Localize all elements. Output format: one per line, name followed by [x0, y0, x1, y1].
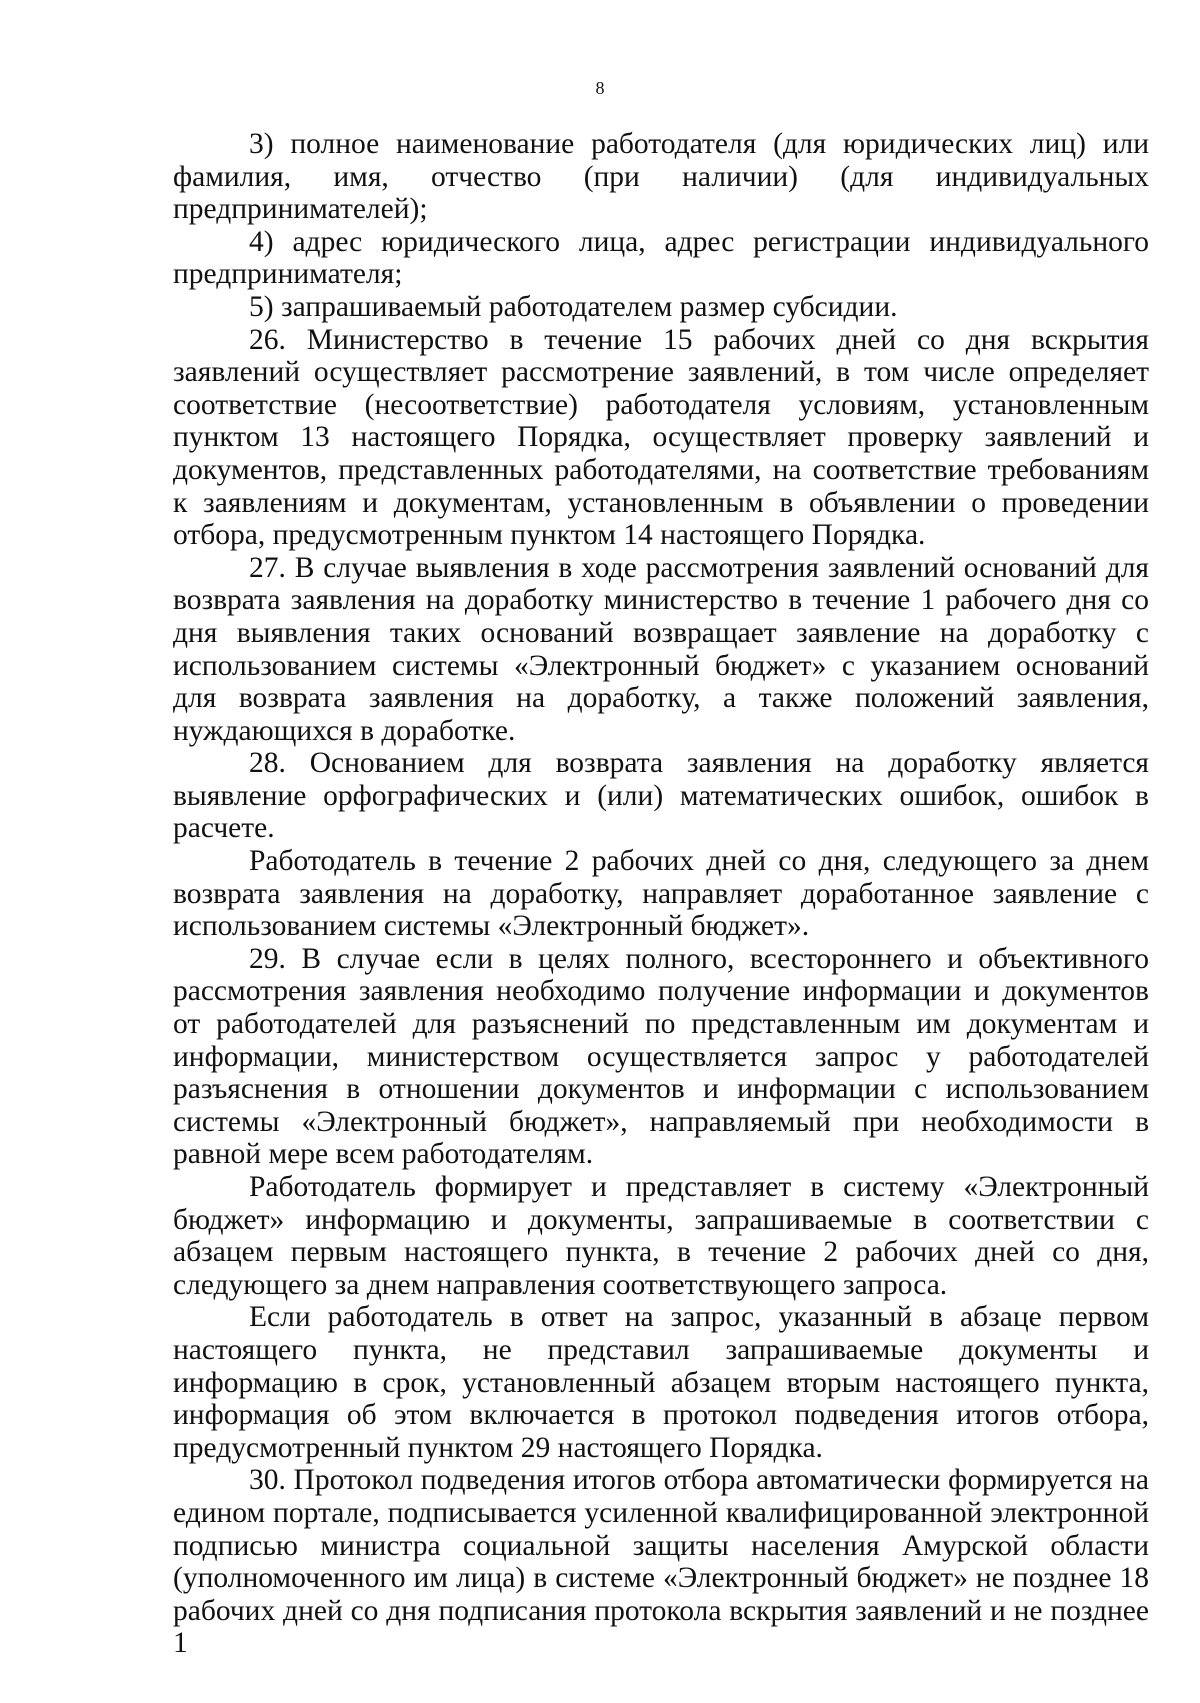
- paragraph-item-4: 4) адрес юридического лица, адрес регистрации индивидуального предпринимателя;: [173, 225, 1149, 291]
- page-number: 8: [595, 78, 605, 98]
- paragraph-item-3: 3) полное наименование работодателя (для юридических лиц) или фамилия, имя, отчество (при наличии) (для индивидуальных предпринимателей);: [173, 128, 1149, 226]
- paragraph-30: 30. Протокол подведения итогов отбора автоматически формируется на едином портале, подписывается усиленной квалифицированной электронной подписью министра социальной защиты населения Амурской области (уполномоченного им лица) в системе «Электронный бюджет» не позднее 18 рабочих дней со дня подписания протокола вскрытия заявлений и не позднее 1: [173, 1464, 1149, 1660]
- document-body: [173, 128, 1149, 1660]
- paragraph-29: 29. В случае если в целях полного, всестороннего и объективного рассмотрения заявления необходимо получение информации и документов от работодателей для разъяснений по представленным им документам и информации, министерством осуществляется запрос у работодателей разъяснения в отношении документов и информации с использованием системы «Электронный бюджет», направляемый при необходимости в равной мере всем работодателям.: [173, 942, 1149, 1171]
- paragraph-27: 27. В случае выявления в ходе рассмотрения заявлений оснований для возврата заявления на доработку министерство в течение 1 рабочего дня со дня выявления таких оснований возвращает заявление на доработку с использованием системы «Электронный бюджет» с указанием оснований для возврата заявления на доработку, а также положений заявления, нуждающихся в доработке.: [173, 551, 1149, 747]
- paragraph-item-5: 5) запрашиваемый работодателем размер субсидии.: [249, 290, 898, 323]
- paragraph-28-part-2: Работодатель в течение 2 рабочих дней со дня, следующего за днем возврата заявления на доработку, направляет доработанное заявление с использованием системы «Электронный бюджет».: [173, 845, 1149, 943]
- paragraph-29-part-3: Если работодатель в ответ на запрос, указанный в абзаце первом настоящего пункта, не представил запрашиваемые документы и информацию в срок, установленный абзацем вторым настоящего пункта, информация об этом включается в протокол подведения итогов отбора, предусмотренный пунктом 29 настоящего Порядка.: [173, 1301, 1149, 1464]
- paragraph-26: 26. Министерство в течение 15 рабочих дней со дня вскрытия заявлений осуществляет рассмотрение заявлений, в том числе определяет соответствие (несоответствие) работодателя условиям, установленным пунктом 13 настоящего Порядка, осуществляет проверку заявлений и документов, представленных работодателями, на соответствие требованиям к заявлениям и документам, установленным в объявлении о проведении отбора, предусмотренным пунктом 14 настоящего Порядка.: [173, 323, 1149, 552]
- paragraph-28: 28. Основанием для возврата заявления на доработку является выявление орфографических и (или) математических ошибок, ошибок в расчете.: [173, 747, 1149, 845]
- paragraph-29-part-2: Работодатель формирует и представляет в систему «Электронный бюджет» информацию и документы, запрашиваемые в соответствии с абзацем первым настоящего пункта, в течение 2 рабочих дней со дня, следующего за днем направления соответствующего запроса.: [173, 1171, 1149, 1301]
